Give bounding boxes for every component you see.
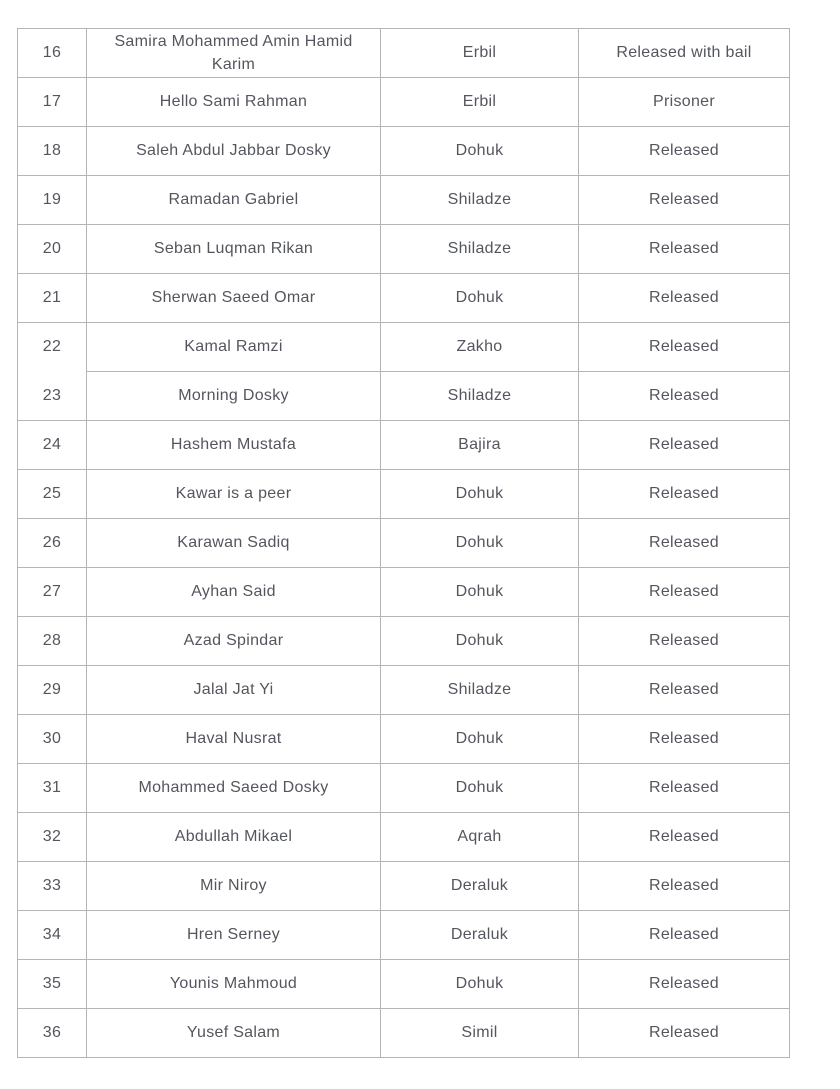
detainee-name: Ramadan Gabriel bbox=[87, 176, 381, 225]
detainee-name: Hello Sami Rahman bbox=[87, 78, 381, 127]
detainee-name: Hren Serney bbox=[87, 911, 381, 960]
row-number: 36 bbox=[18, 1009, 87, 1058]
detainee-name: Ayhan Said bbox=[87, 568, 381, 617]
detainee-city: Erbil bbox=[381, 29, 579, 78]
detainee-status: Released bbox=[579, 715, 790, 764]
detainee-name: Yusef Salam bbox=[87, 1009, 381, 1058]
table-row bbox=[18, 666, 790, 715]
detainee-city: Deraluk bbox=[381, 911, 579, 960]
detainee-status: Released bbox=[579, 519, 790, 568]
detainee-city: Zakho bbox=[381, 323, 579, 372]
table-row bbox=[18, 960, 790, 1009]
detainee-status: Released bbox=[579, 225, 790, 274]
table-row bbox=[18, 519, 790, 568]
row-number: 19 bbox=[18, 176, 87, 225]
detainee-city: Dohuk bbox=[381, 764, 579, 813]
row-number: 25 bbox=[18, 470, 87, 519]
table-row bbox=[18, 470, 790, 519]
detainee-status: Released bbox=[579, 176, 790, 225]
detainee-city: Dohuk bbox=[381, 470, 579, 519]
row-number: 31 bbox=[18, 764, 87, 813]
table-row bbox=[18, 617, 790, 666]
row-number: 20 bbox=[18, 225, 87, 274]
table-row bbox=[18, 813, 790, 862]
detainees-table-container bbox=[17, 28, 790, 1058]
detainee-name: Saleh Abdul Jabbar Dosky bbox=[87, 127, 381, 176]
detainee-name: Jalal Jat Yi bbox=[87, 666, 381, 715]
detainee-name: Kamal Ramzi bbox=[87, 323, 381, 372]
detainee-status: Released bbox=[579, 862, 790, 911]
table-row bbox=[18, 372, 790, 421]
detainee-name: Haval Nusrat bbox=[87, 715, 381, 764]
row-number-cell-merged bbox=[18, 323, 87, 421]
detainee-name: Mir Niroy bbox=[87, 862, 381, 911]
detainee-status: Released bbox=[579, 1009, 790, 1058]
row-number: 16 bbox=[18, 29, 87, 78]
detainee-status: Released bbox=[579, 470, 790, 519]
detainee-city: Dohuk bbox=[381, 274, 579, 323]
detainee-status: Released bbox=[579, 813, 790, 862]
table-row bbox=[18, 274, 790, 323]
row-number: 28 bbox=[18, 617, 87, 666]
detainee-status: Released bbox=[579, 127, 790, 176]
detainee-name: Azad Spindar bbox=[87, 617, 381, 666]
detainee-status: Released bbox=[579, 568, 790, 617]
row-number: 21 bbox=[18, 274, 87, 323]
row-number: 22 bbox=[42, 338, 62, 356]
detainee-city: Dohuk bbox=[381, 617, 579, 666]
table-row bbox=[18, 911, 790, 960]
table-row bbox=[18, 764, 790, 813]
detainee-city: Dohuk bbox=[381, 519, 579, 568]
table-row bbox=[18, 568, 790, 617]
detainee-name: Seban Luqman Rikan bbox=[87, 225, 381, 274]
detainee-status: Released bbox=[579, 911, 790, 960]
detainee-city: Shiladze bbox=[381, 225, 579, 274]
detainees-table bbox=[17, 28, 790, 1058]
detainee-name: Morning Dosky bbox=[87, 372, 381, 421]
table-body bbox=[18, 29, 790, 1058]
table-row bbox=[18, 78, 790, 127]
detainee-status: Released bbox=[579, 421, 790, 470]
detainee-city: Shiladze bbox=[381, 176, 579, 225]
detainee-city: Simil bbox=[381, 1009, 579, 1058]
row-number: 34 bbox=[18, 911, 87, 960]
row-number: 17 bbox=[18, 78, 87, 127]
detainee-city: Dohuk bbox=[381, 715, 579, 764]
detainee-name: Mohammed Saeed Dosky bbox=[87, 764, 381, 813]
detainee-status: Released bbox=[579, 960, 790, 1009]
row-number: 18 bbox=[18, 127, 87, 176]
detainee-city: Erbil bbox=[381, 78, 579, 127]
detainee-status: Released bbox=[579, 617, 790, 666]
row-number: 33 bbox=[18, 862, 87, 911]
table-row bbox=[18, 862, 790, 911]
detainee-name: Samira Mohammed Amin Hamid Karim bbox=[87, 29, 381, 78]
table-row bbox=[18, 421, 790, 470]
row-number: 27 bbox=[18, 568, 87, 617]
detainee-status: Released bbox=[579, 323, 790, 372]
row-number: 35 bbox=[18, 960, 87, 1009]
table-row bbox=[18, 715, 790, 764]
detainee-city: Dohuk bbox=[381, 960, 579, 1009]
detainee-name: Sherwan Saeed Omar bbox=[87, 274, 381, 323]
detainee-name: Karawan Sadiq bbox=[87, 519, 381, 568]
detainee-city: Shiladze bbox=[381, 666, 579, 715]
detainee-status: Released bbox=[579, 764, 790, 813]
detainee-name: Younis Mahmoud bbox=[87, 960, 381, 1009]
detainee-city: Bajira bbox=[381, 421, 579, 470]
detainee-city: Dohuk bbox=[381, 127, 579, 176]
detainee-status: Released bbox=[579, 274, 790, 323]
detainee-status: Released bbox=[579, 372, 790, 421]
row-number: 26 bbox=[18, 519, 87, 568]
table-row bbox=[18, 29, 790, 78]
row-number: 29 bbox=[18, 666, 87, 715]
table-row bbox=[18, 176, 790, 225]
row-number: 32 bbox=[18, 813, 87, 862]
table-row bbox=[18, 127, 790, 176]
detainee-status: Released with bail bbox=[579, 29, 790, 78]
detainee-status: Prisoner bbox=[579, 78, 790, 127]
detainee-city: Shiladze bbox=[381, 372, 579, 421]
row-number: 30 bbox=[18, 715, 87, 764]
detainee-status: Released bbox=[579, 666, 790, 715]
row-number: 23 bbox=[42, 387, 62, 405]
row-number: 24 bbox=[18, 421, 87, 470]
detainee-city: Deraluk bbox=[381, 862, 579, 911]
detainee-city: Aqrah bbox=[381, 813, 579, 862]
table-row bbox=[18, 225, 790, 274]
detainee-name: Abdullah Mikael bbox=[87, 813, 381, 862]
table-row bbox=[18, 323, 790, 372]
detainee-city: Dohuk bbox=[381, 568, 579, 617]
table-row bbox=[18, 1009, 790, 1058]
detainee-name: Kawar is a peer bbox=[87, 470, 381, 519]
detainee-name: Hashem Mustafa bbox=[87, 421, 381, 470]
